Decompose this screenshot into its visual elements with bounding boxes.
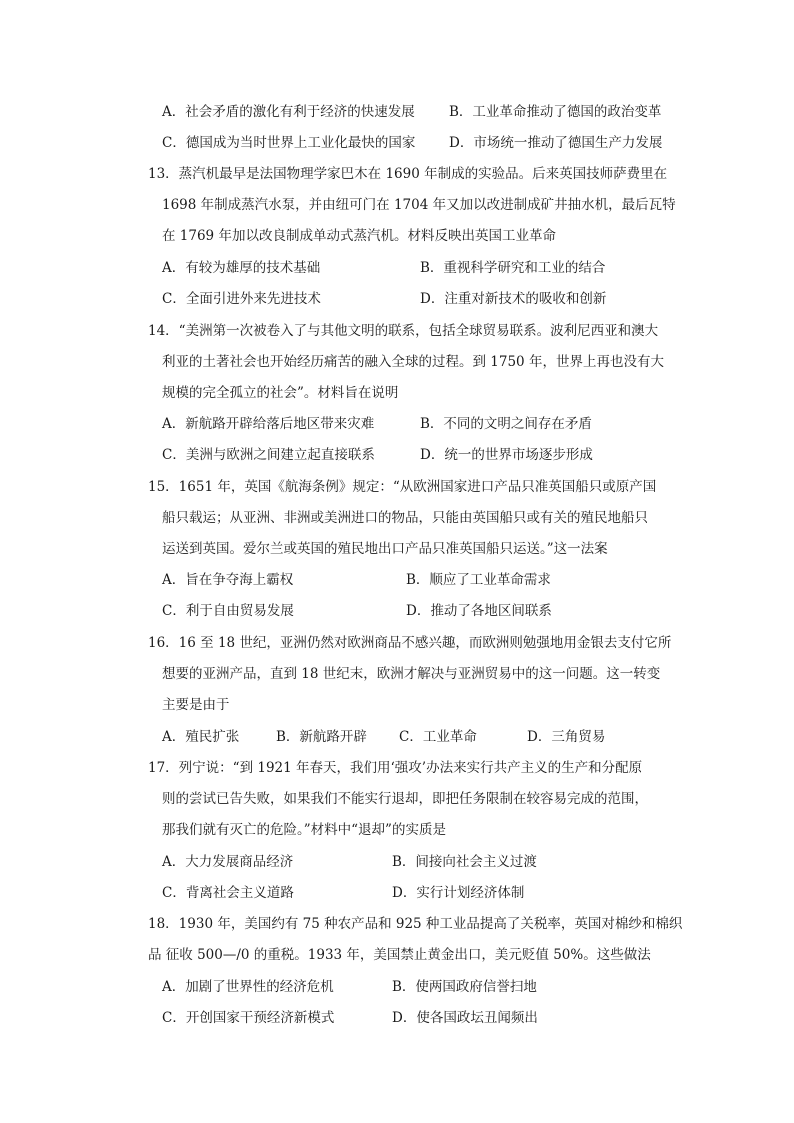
q12-option-a: A．社会矛盾的激化有利于经济的快速发展 xyxy=(162,104,415,120)
q18-option-d: D．使各国政坛丑闻频出 xyxy=(392,1010,538,1026)
q16-option-c: C．工业革命 xyxy=(399,729,477,745)
q14-option-c: C．美洲与欧洲之间建立起直接联系 xyxy=(162,447,375,463)
q16-option-b: B．新航路开辟 xyxy=(276,729,367,745)
q14-stem-line-3: 规模的完全孤立的社会”。材料旨在说明 xyxy=(162,385,399,401)
q13-option-a: A．有较为雄厚的技术基础 xyxy=(162,260,321,276)
q14-stem-line-1: 14．“美洲第一次被卷入了与其他文明的联系，包括全球贸易联系。波利尼西亚和澳大 xyxy=(148,323,659,339)
q13-stem-line-2: 1698 年制成蒸汽水泵，并由纽可门在 1704 年又加以改进制成矿井抽水机，最后瓦特 xyxy=(162,197,676,213)
q17-stem-line-2: 则的尝试已告失败，如果我们不能实行退却，即把任务限制在较容易完成的范围， xyxy=(162,791,648,807)
q15-option-b: B．顺应了工业革命需求 xyxy=(406,572,551,588)
q18-stem-line-1: 18．1930 年，美国约有 75 种农产品和 925 种工业品提高了关税率，英国对棉纱和棉织 xyxy=(148,916,683,932)
q18-option-c: C．开创国家干预经济新模式 xyxy=(162,1010,335,1026)
q13-stem-line-1: 13．蒸汽机最早是法国物理学家巴木在 1690 年制成的实验品。后来英国技师萨费里在 xyxy=(148,166,668,182)
q14-stem-line-2: 利亚的土著社会也开始经历痛苦的融入全球的过程。到 1750 年，世界上再也没有大 xyxy=(162,354,664,370)
q14-option-b: B．不同的文明之间存在矛盾 xyxy=(420,416,592,432)
q15-option-c: C．利于自由贸易发展 xyxy=(162,603,294,619)
q17-option-a: A．大力发展商品经济 xyxy=(162,854,294,870)
q13-option-d: D．注重对新技术的吸收和创新 xyxy=(420,291,607,307)
q14-option-a: A．新航路开辟给落后地区带来灾难 xyxy=(162,416,375,432)
q16-stem-line-2: 想要的亚洲产品，直到 18 世纪末，欧洲才解决与亚洲贸易中的这一问题。这一转变 xyxy=(162,666,661,682)
q13-stem-line-3: 在 1769 年加以改良制成单动式蒸汽机。材料反映出英国工业革命 xyxy=(162,228,556,244)
q12-option-b: B．工业革命推动了德国的政治变革 xyxy=(449,104,662,120)
q13-option-b: B．重视科学研究和工业的结合 xyxy=(420,260,606,276)
q18-option-a: A．加剧了世界性的经济危机 xyxy=(162,979,334,995)
q16-option-d: D．三角贸易 xyxy=(527,729,606,745)
q16-stem-line-3: 主要是由于 xyxy=(162,697,230,713)
q15-stem-line-1: 15．1651 年，英国《航海条例》规定：“从欧洲国家进口产品只准英国船只或原产国 xyxy=(148,479,657,495)
q16-stem-line-1: 16．16 至 18 世纪，亚洲仍然对欧洲商品不感兴趣，而欧洲则勉强地用金银去支付它所 xyxy=(148,635,672,651)
q15-stem-line-3: 运送到英国。爱尔兰或英国的殖民地出口产品只准英国船只运送。”这一法案 xyxy=(162,541,608,557)
q14-option-d: D．统一的世界市场逐步形成 xyxy=(420,447,593,463)
q18-option-b: B．使两国政府信誉扫地 xyxy=(392,979,537,995)
q13-option-c: C．全面引进外来先进技术 xyxy=(162,291,321,307)
q17-option-b: B．间接向社会主义过渡 xyxy=(392,854,537,870)
q18-stem-line-2: 品 征收 500—/0 的重税。1933 年，美国禁止黄金出口，美元贬值 50%。这些做法 xyxy=(148,947,651,963)
q17-stem-line-3: 那我们就有灭亡的危险。”材料中“退却”的实质是 xyxy=(162,822,446,838)
q17-option-d: D．实行计划经济体制 xyxy=(392,885,525,901)
q12-option-d: D．市场统一推动了德国生产力发展 xyxy=(449,135,663,151)
q15-option-d: D．推动了各地区间联系 xyxy=(406,603,552,619)
q15-stem-line-2: 船只载运；从亚洲、非洲或美洲进口的物品，只能由英国船只或有关的殖民地船只 xyxy=(162,510,648,526)
q15-option-a: A．旨在争夺海上霸权 xyxy=(162,572,294,588)
q16-option-a: A．殖民扩张 xyxy=(162,729,240,745)
q17-option-c: C．背离社会主义道路 xyxy=(162,885,294,901)
q17-stem-line-1: 17．列宁说：“到 1921 年春天，我们用‘强攻’办法来实行共产主义的生产和分配原 xyxy=(148,760,643,776)
q12-option-c: C．德国成为当时世界上工业化最快的国家 xyxy=(162,135,416,151)
